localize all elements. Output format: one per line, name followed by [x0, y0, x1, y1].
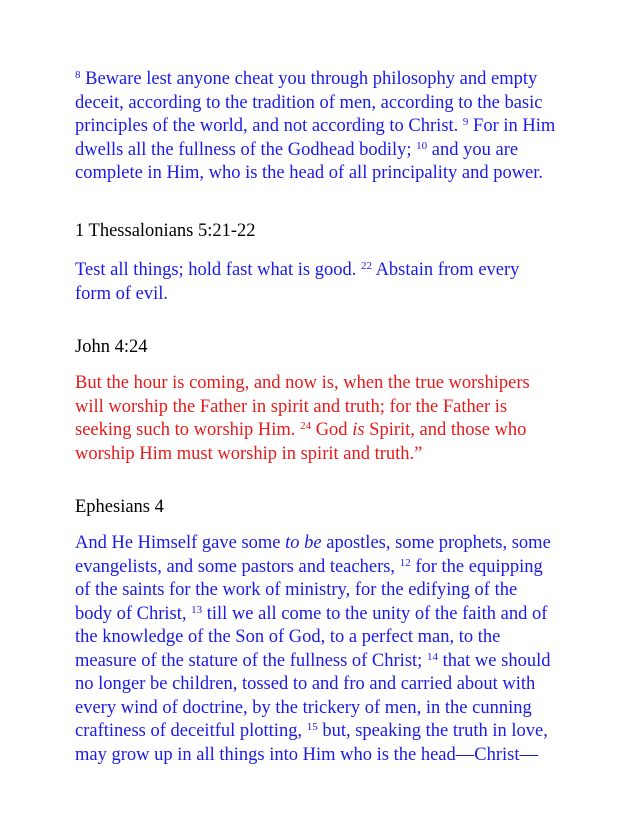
verse-text: For in Him: [473, 116, 556, 136]
verse-text: seeking such to worship Him.: [75, 420, 296, 440]
section-reference: John 4:24: [75, 337, 148, 357]
verse-number: 12: [399, 556, 411, 569]
text-line: form of evil.: [75, 283, 168, 304]
verse-number: 24: [300, 420, 312, 432]
verse-text: principles of the world, and not according to Christ.: [75, 116, 459, 136]
text-line: [75, 139, 575, 163]
verse-text: but, speaking the truth in love,: [322, 721, 548, 741]
text-line: [75, 419, 575, 443]
verse-number: 9: [462, 116, 469, 128]
verse-text: Beware lest anyone cheat you through philosophy and empty: [85, 69, 538, 89]
verse-text: evangelists, and some pastors and teachers,: [75, 556, 396, 577]
verse-number: 10: [416, 139, 428, 152]
text-line: every wind of doctrine, by the trickery of men, in the cunning: [75, 697, 532, 718]
text-line: [75, 259, 575, 283]
verse-text: that we should: [442, 650, 551, 671]
section-reference: 1 Thessalonians 5:21-22: [75, 221, 256, 241]
verse-number: 15: [306, 721, 318, 733]
verse-text: for the equipping: [415, 556, 543, 577]
text-line: no longer be children, tossed to and fro and carried about with: [75, 674, 536, 694]
text-line: [75, 115, 575, 139]
text-line: may grow up in all things into Him who is the head—Christ—: [75, 744, 538, 765]
text-line: complete in Him, who is the head of all principality and power.: [75, 163, 544, 183]
italic-word: to be: [285, 533, 322, 553]
verse-text: Spirit, and those who: [369, 420, 527, 440]
text-line: But the hour is coming, and now is, when the true worshipers: [75, 373, 530, 393]
verse-text: till we all come to the unity of the faith and of: [206, 603, 548, 624]
text-line: [75, 556, 575, 580]
john-passage: [75, 372, 575, 466]
verse-text: Test all things; hold fast what is good.: [75, 260, 357, 280]
text-line: of the saints for the work of ministry, for the edifying of the: [75, 580, 518, 600]
text-line: [75, 532, 575, 556]
verse-number: 8: [75, 69, 81, 81]
section-reference: Ephesians 4: [75, 497, 164, 517]
verse-text: measure of the stature of the fullness of Christ;: [75, 650, 423, 671]
text-line: the knowledge of the Son of God, to a perfect man, to the: [75, 627, 501, 647]
text-line: [75, 603, 575, 627]
text-line: will worship the Father in spirit and truth; for the Father is: [75, 396, 508, 417]
verse-text: And He Himself gave some: [75, 533, 281, 553]
colossians-passage: [75, 68, 575, 186]
verse-number: 13: [191, 603, 203, 616]
verse-text: and you are: [431, 139, 519, 160]
verse-text: body of Christ,: [75, 603, 187, 624]
verse-text: craftiness of deceitful plotting,: [75, 721, 303, 741]
verse-text: Abstain from every: [375, 260, 520, 280]
thessalonians-passage: [75, 259, 575, 306]
text-line: [75, 650, 575, 674]
italic-word: is: [352, 420, 365, 440]
ephesians-passage: [75, 532, 575, 767]
verse-number: 22: [360, 260, 372, 272]
text-line: deceit, according to the tradition of men, according to the basic: [75, 92, 543, 113]
verse-text: dwells all the fullness of the Godhead bodily;: [75, 139, 412, 160]
text-line: [75, 68, 575, 92]
text-line: worship Him must worship in spirit and truth.”: [75, 443, 423, 464]
verse-text: God: [315, 420, 348, 440]
verse-text: apostles, some prophets, some: [326, 533, 551, 553]
verse-number: 14: [426, 650, 438, 663]
text-line: [75, 720, 575, 744]
